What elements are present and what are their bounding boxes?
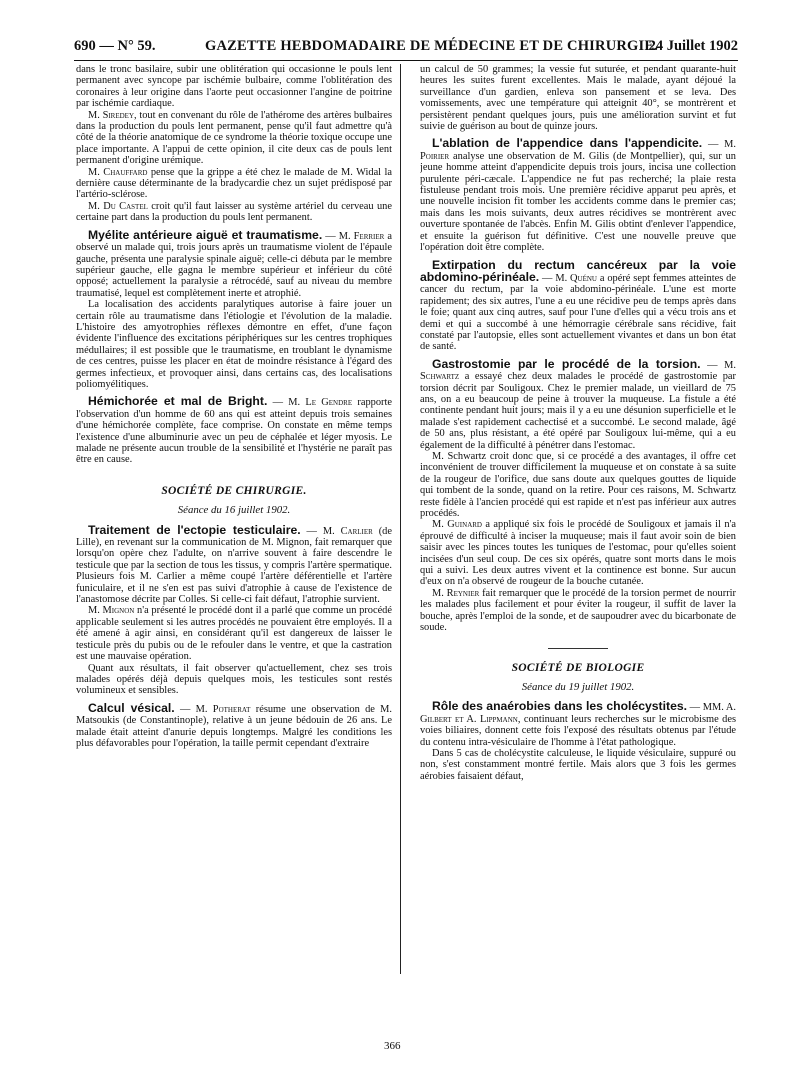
paragraph-text: , continuant leurs recherches sur le microbisme des voies biliaires, donnent cette fois l'exposé des résultats obtenus par l'étude du contenu intra-vésiculaire de l'homme à l'état pathologique. bbox=[420, 713, 736, 748]
dash: — bbox=[322, 230, 339, 242]
paragraph-text: résume une observation de M. Matsoukis (de Constantinople), relative à un jeune bédouin de 26 ans. Le malade était atteint d'anurie depuis longtemps. Malgré les conditions les plus défavorables pour l'opération, la taille permit cependant d'extraire bbox=[76, 703, 392, 749]
section-ectopie bbox=[76, 522, 392, 606]
paragraph: La localisation des accidents paralytiques autorise à faire jouer un certain rôle au traumatisme dans l'étiologie et l'évolution de la maladie. L'histoire des amyotrophies réflexes démontre en effet, d'une façon évidente l'influence des excitations périphériques sur les centres trophiques médullaires; il est possible que le traumatisme, en troublant le dynamisme de ces centres, puisse les placer en état de moindre résistance à l'égard des germes infectieux, et provoquer ainsi, dans certains cas, des localisations poliomyélitiques. bbox=[76, 299, 392, 390]
paragraph-text: a essayé chez deux malades le procédé de gastrostomie par torsion décrit par Souligoux. Chez le premier malade, un vieillard de 75 ans, on a eu beaucoup de peine à trouver la muqueuse. La fistule a été continente pendant huit jours; mais il y a eu une désunion superficielle et le malade s'est rapidement cachectisé et a succombé. Le second malade, âgé de 50 ans, plus résistant, a été opéré par Souligoux lui-même, qui a eu également de la difficulté à pénétrer dans l'estomac. bbox=[420, 371, 736, 451]
section-rule bbox=[548, 648, 608, 649]
section-gastrostomie bbox=[420, 356, 736, 451]
society-heading: SOCIÉTÉ DE CHIRURGIE. bbox=[161, 484, 307, 497]
speaker-name: M. Siredey bbox=[88, 109, 135, 121]
paragraph-text: pense que la grippe a été chez le malade de M. Widal la dernière cause déterminante de la bradycardie chez un sujet prédisposé par l'artério-sclérose. bbox=[76, 166, 392, 201]
speaker-name: M. Ferrier bbox=[338, 230, 385, 242]
paragraph: Dans 5 cas de cholécystite calculeuse, le liquide vésiculaire, suppuré ou non, s'est constamment montré fertile. Mais alors que 3 fois les germes aérobies faisaient défaut, bbox=[420, 747, 736, 782]
section-heading: Extirpation du rectum cancéreux par la voie abdomino-périnéale. bbox=[420, 257, 736, 284]
speaker-name: M. Chauffard bbox=[88, 166, 148, 178]
paragraph-text: a opéré sept femmes atteintes de cancer du rectum, par la voie abdomino-périnéale. L'une est morte rapidement; des six autres, l'une a eu une récidive peu de temps après dans le foie; quant aux cinq autres, sauf pour l'une d'elles qui a vécu trois ans et demi et qui a succombé à une hémorragie cérébrale sans récidive, fait constaté par l'autopsie, elles sont actuellement vivantes et dans un bon état de santé. bbox=[420, 272, 736, 353]
paragraph-text: , tout en convenant du rôle de l'athérome des artères bulbaires dans la production du pouls lent permanent, pense qu'il faut admettre qu'à côté de la théorie anatomique de ce syndrome la théorie toxique occupe une place importante. A l'appui de cette opinion, il cite deux cas de pouls lent permanent d'origine urémique. bbox=[76, 109, 392, 167]
paragraph: M. Schwartz croit donc que, si ce procédé a des avantages, il offre cet inconvénient de trouver difficilement la muqueuse et on constate à sa suite de la rougeur de l'orifice, due sans doute aux quelques gouttes de liquide qui tombent de la sonde, quand on la retire. Pour ces raisons, M. Schwartz reste fidèle à l'ancien procédé qui est rapide et n'est pas inférieur aux autres procédés. bbox=[420, 451, 736, 520]
session-date: Séance du 16 juillet 1902. bbox=[177, 504, 291, 517]
paragraph bbox=[420, 588, 736, 634]
dash: — bbox=[539, 272, 556, 284]
left-column bbox=[76, 64, 392, 984]
paragraph-text: analyse une observation de M. Gilis (de Montpellier), qui, sur un jeune homme atteint d'appendicite depuis trois jours, incisa une collection purulente péri-cæcale. L'appendice ne fut pas recherché; la plaie resta fistuleuse pendant trois mois. Une première récidive apparut peu après, et une nouvelle incision fit tomber les accidents comme dans le premier cas; mais dans les mois suivants, deux autres récidives se montrèrent avec ouverture spontanée de l'abcès. Enfin M. Gilis obtint d'enlever l'appendice, et ensuite la guérison fut définitive. C'est une nouvelle preuve que l'opération doit être complète. bbox=[420, 150, 736, 254]
section-heading: Rôle des anaérobies dans les cholécystites. bbox=[432, 699, 688, 714]
right-column bbox=[420, 64, 736, 984]
paragraph bbox=[420, 519, 736, 587]
dash: — bbox=[700, 359, 725, 371]
section-heading: L'ablation de l'appendice dans l'appendicite. bbox=[432, 136, 703, 151]
speaker-name: MM. A. Gilbert et A. Lippmann bbox=[420, 702, 736, 725]
speaker-name: M. Poirier bbox=[420, 139, 736, 162]
section-heading: Hémichorée et mal de Bright. bbox=[88, 394, 268, 409]
dash: — bbox=[702, 139, 725, 151]
session-date: Séance du 19 juillet 1902. bbox=[521, 680, 635, 693]
journal-title: GAZETTE HEBDOMADAIRE DE MÉDECINE ET DE CHIRURGIE. bbox=[205, 38, 659, 54]
paragraph-text: rapporte l'observation d'un homme de 60 ans qui est atteint depuis trois semaines d'une hémichorée complète, face comprise. On constate en même temps l'existence d'une albuminurie avec un peu de céphalée et léger myosis. Le malade ne présente aucun trouble de la sensibilité et l'hystérie ne paraît pas être en cause. bbox=[76, 397, 392, 466]
speaker-name: M. Carlier bbox=[322, 525, 373, 537]
dash: — bbox=[300, 525, 323, 537]
issue-date: 24 Juillet 1902 bbox=[648, 38, 738, 54]
section-heading: Traitement de l'ectopie testiculaire. bbox=[88, 522, 301, 537]
section-calcul bbox=[76, 700, 392, 750]
paragraph bbox=[76, 201, 392, 224]
section-heading: Myélite antérieure aiguë et traumatisme. bbox=[88, 227, 323, 242]
section-anaerobies bbox=[420, 701, 736, 748]
section-hemichoree bbox=[76, 396, 392, 465]
paragraph: Quant aux résultats, il fait observer qu'actuellement, chez ses trois malades opérés déjà depuis quelques mois, les testicules sont restés volumineux et sensibles. bbox=[76, 662, 392, 697]
paragraph-text: fait remarquer que le procédé de la torsion permet de nourrir les malades plus facilement et pour éviter la rougeur, il suffit de laver la bouche, après l'emploi de la sonde, et de saupoudrer avec du bicarbonate de soude. bbox=[420, 587, 736, 634]
paragraph-text: a appliqué six fois le procédé de Souligoux et jamais il n'a éprouvé de difficulté à inciser la muqueuse; mais il faut avoir soin de bien saisir avec les pinces toutes les tuniques de l'estomac, pour qu'elles soient incisées d'un seul coup. De ces six opérés, quatre sont morts dans le mois qui a suivi. Les deux autres vivent et la continence est bonne. Sur aucun d'eux on n'a observé de rougeur de la bouche cutanée. bbox=[420, 519, 736, 588]
speaker-name: M. Quénu bbox=[555, 272, 597, 284]
paragraph bbox=[76, 110, 392, 167]
header-rule bbox=[74, 60, 738, 61]
speaker-name: M. Schwartz bbox=[420, 359, 736, 383]
paragraph-text: a observé un malade qui, trois jours après un traumatisme violent de l'épaule gauche, présenta une paralysie spinale aiguë; celle-ci débuta par le membre supérieur gauche, elle gagna le membre supérieur et inférieur du côté opposé; actuellement la paralysie a rétrocédé, sauf au niveau du membre traumatisé, lequel est complètement inerte et atrophié. bbox=[76, 230, 392, 299]
section-heading: Gastrostomie par le procédé de la torsion. bbox=[432, 356, 701, 371]
section-rectum bbox=[420, 257, 736, 353]
paragraph: un calcul de 50 grammes; la vessie fut suturée, et pendant quarante-huit heures les suites furent excellentes. Mais le malade, ayant déjoué la surveillance d'un gardien, enleva son pansement et se leva. Des vomissements, avec une température qui atteignit 40°, se montrèrent et persistèrent pendant quelques jours, puis une amélioration survint et fut suivie de guérison au bout de quinze jours. bbox=[420, 64, 736, 133]
paragraph: dans le tronc basilaire, subir une oblitération qui occasionne le pouls lent permanent avec syncope par ischémie bulbaire, comme l'oblitération des coronaires à leur origine dans l'aorte peut occasionner l'angine de poitrine par ischémie cardiaque. bbox=[76, 64, 392, 110]
paragraph bbox=[76, 167, 392, 201]
section-appendice bbox=[420, 138, 736, 253]
speaker-name: M. Mignon bbox=[88, 605, 135, 617]
speaker-name: M. Potherat bbox=[195, 703, 251, 715]
paragraph-text: n'a présenté le procédé dont il a parlé que comme un procédé applicable seulement si les autres procédés ne pouvaient être employés. Il a été amené à agir ainsi, en considérant qu'il est dangereux de laisser le testicule près du pubis ou de le refouler dans le ventre, et que la castration est une mauvaise opération. bbox=[76, 605, 392, 663]
speaker-name: M. Du Castel bbox=[88, 200, 148, 212]
column-divider bbox=[400, 64, 401, 974]
running-header bbox=[74, 38, 738, 58]
speaker-name: M. Guinard bbox=[432, 519, 482, 531]
paragraph bbox=[76, 605, 392, 662]
section-myelite bbox=[76, 227, 392, 299]
speaker-name: M. Reynier bbox=[432, 587, 480, 599]
society-heading: SOCIÉTÉ DE BIOLOGIE bbox=[511, 661, 645, 674]
dash: — bbox=[687, 702, 703, 714]
page-issue-number: 690 — N° 59. bbox=[74, 38, 156, 54]
dash: — bbox=[174, 703, 196, 715]
paragraph-text: (de Lille), en revenant sur la communication de M. Mignon, fait remarquer que lorsqu'on opère chez l'adulte, on n'arrive souvent à faire descendre le testicule que par la section de tous les tissus, y compris l'artère spermatique. Plusieurs fois M. Carlier a même coupé l'artère déférentielle et l'artère funiculaire, et il ne s'en est pas suivi d'atrophie à cause de l'existence de l'anastomose décrite par Colles. Si celle-ci fait défaut, l'atrophie survient. bbox=[76, 525, 392, 606]
section-heading: Calcul vésical. bbox=[88, 700, 175, 715]
speaker-name: M. Le Gendre bbox=[288, 397, 353, 409]
page-number: 366 bbox=[384, 1040, 401, 1052]
dash: — bbox=[267, 397, 289, 409]
paragraph-text: croit qu'il faut laisser au système artériel du cerveau une certaine part dans la production du pouls lent permanent. bbox=[76, 200, 392, 224]
